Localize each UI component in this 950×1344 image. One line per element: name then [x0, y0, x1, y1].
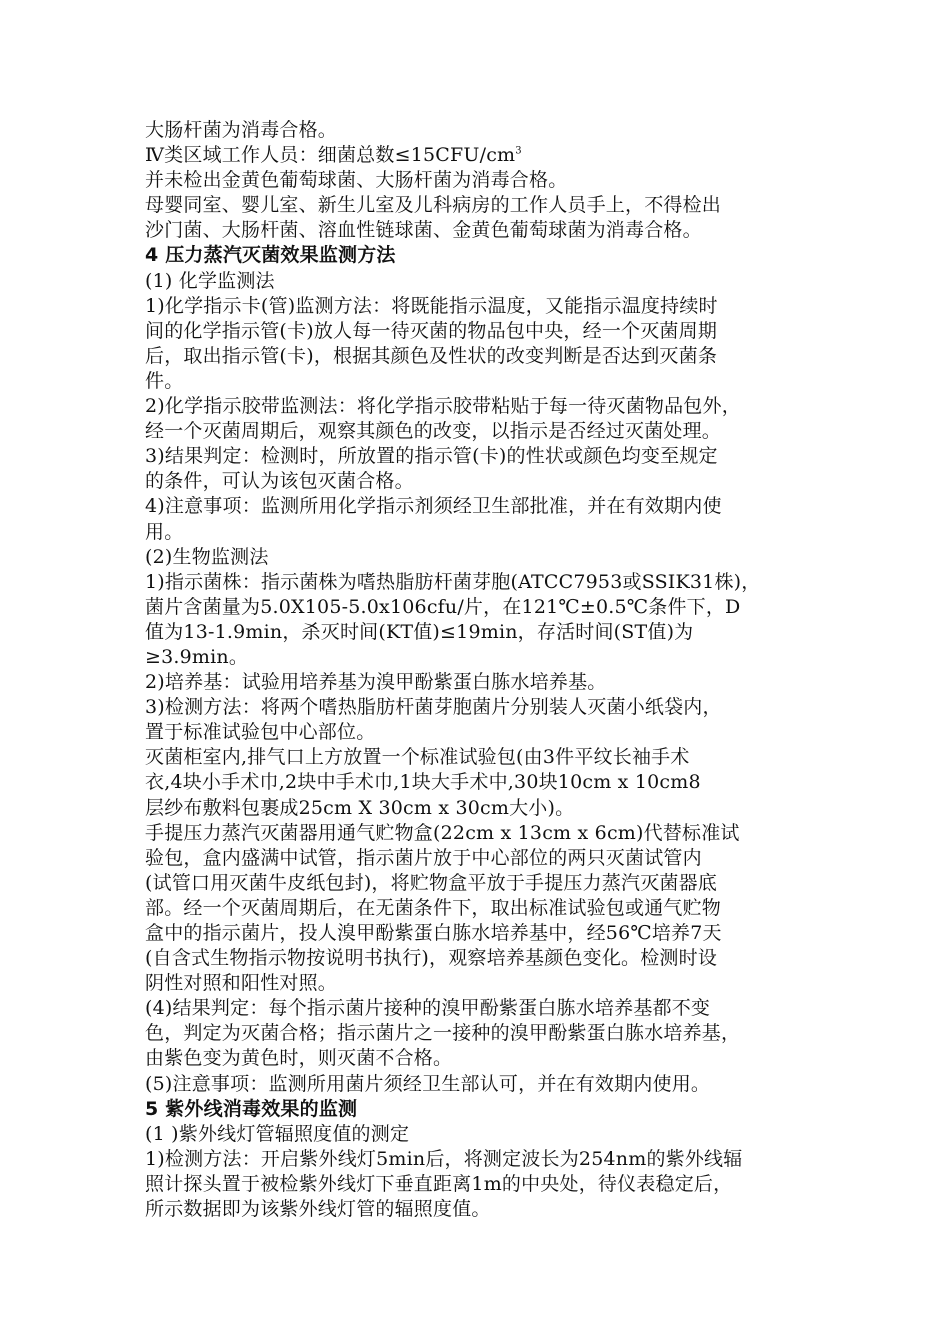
line-text: 3)检测方法：将两个嗜热脂肪杆菌芽胞菌片分别装人灭菌小纸袋内， — [145, 696, 722, 719]
line-text: 的条件，可认为该包灭菌合格。 — [145, 470, 414, 493]
line-text: 4)注意事项：监测所用化学指示剂须经卫生部批准，并在有效期内使 — [145, 495, 722, 518]
text-line — [145, 1122, 835, 1147]
line-text: 1)化学指示卡(管)监测方法：将既能指示温度，又能指示温度持续时 — [145, 294, 718, 317]
line-text: 间的化学指示管(卡)放人每一待灭菌的物品包中央，经一个灭菌周期 — [145, 319, 718, 342]
line-text: 菌片含菌量为5.0X105-5.0x106cfu/片，在121℃±0.5℃条件下，D — [145, 595, 741, 618]
line-text: 验包，盒内盛满中试管，指示菌片放于中心部位的两只灭菌试管内 — [145, 846, 702, 869]
text-line — [145, 520, 835, 545]
line-text: 部。经一个灭菌周期后，在无菌条件下，取出标准试验包或通气贮物 — [145, 896, 722, 919]
text-line — [145, 620, 835, 645]
text-line — [145, 821, 835, 846]
line-text: (4)结果判定：每个指示菌片接种的溴甲酚紫蛋白胨水培养基都不变 — [145, 997, 711, 1020]
text-line — [145, 143, 835, 168]
text-line — [145, 444, 835, 469]
text-line — [145, 595, 835, 620]
line-text: 大肠杆菌为消毒合格。 — [145, 119, 338, 141]
text-line — [145, 168, 835, 193]
text-line — [145, 1172, 835, 1197]
text-line — [145, 670, 835, 695]
line-text: 盒中的指示菌片，投人溴甲酚紫蛋白胨水培养基中，经56℃培养7天 — [145, 922, 722, 944]
text-line — [145, 720, 835, 745]
text-line — [145, 846, 835, 871]
text-line — [145, 921, 835, 946]
line-text: 灭菌柜室内,排气口上方放置一个标准试验包(由3件平纹长袖手术 — [145, 746, 690, 769]
line-text: 值为13-1.9min，杀灭时间(KT值)≤19min，存活时间(ST值)为 — [145, 620, 694, 643]
text-line — [145, 996, 835, 1021]
text-line — [145, 695, 835, 720]
text-line — [145, 545, 835, 570]
line-text: 所示数据即为该紫外线灯管的辐照度值。 — [145, 1198, 491, 1221]
line-text: 照计探头置于被检紫外线灯下垂直距离1m的中央处，待仪表稳定后， — [145, 1172, 733, 1195]
line-text: 由紫色变为黄色时，则灭菌不合格。 — [145, 1047, 453, 1070]
text-line — [145, 369, 835, 394]
line-text: Ⅳ类区域工作人员：细菌总数≤15CFU/cm — [145, 144, 516, 167]
line-text: ≥3.9min。 — [145, 645, 249, 668]
text-line — [145, 193, 835, 218]
text-line — [145, 319, 835, 344]
line-text: 衣,4块小手术巾,2块中手术巾,1块大手术中,30块10cm x 10cm8 — [145, 771, 701, 794]
line-text: (1) 化学监测法 — [145, 269, 275, 292]
line-text: 母婴同室、婴儿室、新生儿室及儿科病房的工作人员手上，不得检出 — [145, 194, 722, 217]
text-line — [145, 770, 835, 795]
line-text: 色，判定为灭菌合格；指示菌片之一接种的溴甲酚紫蛋白胨水培养基， — [145, 1022, 741, 1045]
text-line — [145, 294, 835, 319]
text-line — [145, 344, 835, 369]
text-line — [145, 269, 835, 294]
line-text: (5)注意事项：监测所用菌片须经卫生部认可，并在有效期内使用。 — [145, 1072, 711, 1095]
line-text: 沙门菌、大肠杆菌、溶血性链球菌、金黄色葡萄球菌为消毒合格。 — [145, 219, 702, 242]
text-line — [145, 118, 835, 143]
line-text: 手提压力蒸汽灭菌器用通气贮物盒(22cm x 13cm x 6cm)代替标准试 — [145, 821, 740, 844]
line-text: (自含式生物指示物按说明书执行)，观察培养基颜色变化。检测时设 — [145, 947, 718, 970]
text-line — [145, 971, 835, 996]
text-line — [145, 1197, 835, 1222]
text-line — [145, 570, 835, 595]
line-text: 1)指示菌株：指示菌株为嗜热脂肪杆菌芽胞(ATCC7953或SSIK31株)， — [145, 570, 761, 593]
line-text: 后，取出指示管(卡)，根据其颜色及性状的改变判断是否达到灭菌条 — [145, 344, 718, 367]
line-text: (1 )紫外线灯管辐照度值的测定 — [145, 1122, 410, 1145]
line-text: (试管口用灭菌牛皮纸包封)，将贮物盒平放于手提压力蒸汽灭菌器底 — [145, 871, 718, 894]
line-text: 2)培养基：试验用培养基为溴甲酚紫蛋白胨水培养基。 — [145, 671, 607, 694]
line-text: 4 压力蒸汽灭菌效果监测方法 — [145, 244, 396, 267]
text-line — [145, 645, 835, 670]
text-line — [145, 1072, 835, 1097]
line-text: 3)结果判定：检测时，所放置的指示管(卡)的性状或颜色均变至规定 — [145, 445, 718, 468]
line-text: 2)化学指示胶带监测法：将化学指示胶带粘贴于每一待灭菌物品包外， — [145, 395, 741, 418]
text-line — [145, 796, 835, 821]
line-text: 经一个灭菌周期后，观察其颜色的改变，以指示是否经过灭菌处理。 — [145, 420, 722, 443]
text-line — [145, 1147, 835, 1172]
section-heading — [145, 243, 835, 268]
line-text: 阴性对照和阳性对照。 — [145, 972, 338, 995]
text-line — [145, 218, 835, 243]
text-line — [145, 394, 835, 419]
line-text: 置于标准试验包中心部位。 — [145, 721, 376, 744]
line-text: 层纱布敷料包裹成25cm X 30cm x 30cm大小)。 — [145, 796, 575, 819]
text-line — [145, 494, 835, 519]
text-line — [145, 419, 835, 444]
text-line — [145, 1046, 835, 1071]
document-body — [145, 118, 835, 1222]
section-heading — [145, 1097, 835, 1122]
line-text: 1)检测方法：开启紫外线灯5min后，将测定波长为254nm的紫外线辐 — [145, 1147, 743, 1170]
line-text: (2)生物监测法 — [145, 545, 269, 568]
line-text: 5 紫外线消毒效果的监测 — [145, 1097, 358, 1120]
line-text: 件。 — [145, 369, 184, 392]
text-line — [145, 469, 835, 494]
text-line — [145, 871, 835, 896]
line-text: 用。 — [145, 520, 184, 543]
line-text: 并未检出金黄色葡萄球菌、大肠杆菌为消毒合格。 — [145, 169, 568, 192]
text-line — [145, 745, 835, 770]
text-line — [145, 946, 835, 971]
superscript: 3 — [515, 145, 522, 157]
text-line — [145, 1021, 835, 1046]
text-line — [145, 896, 835, 921]
